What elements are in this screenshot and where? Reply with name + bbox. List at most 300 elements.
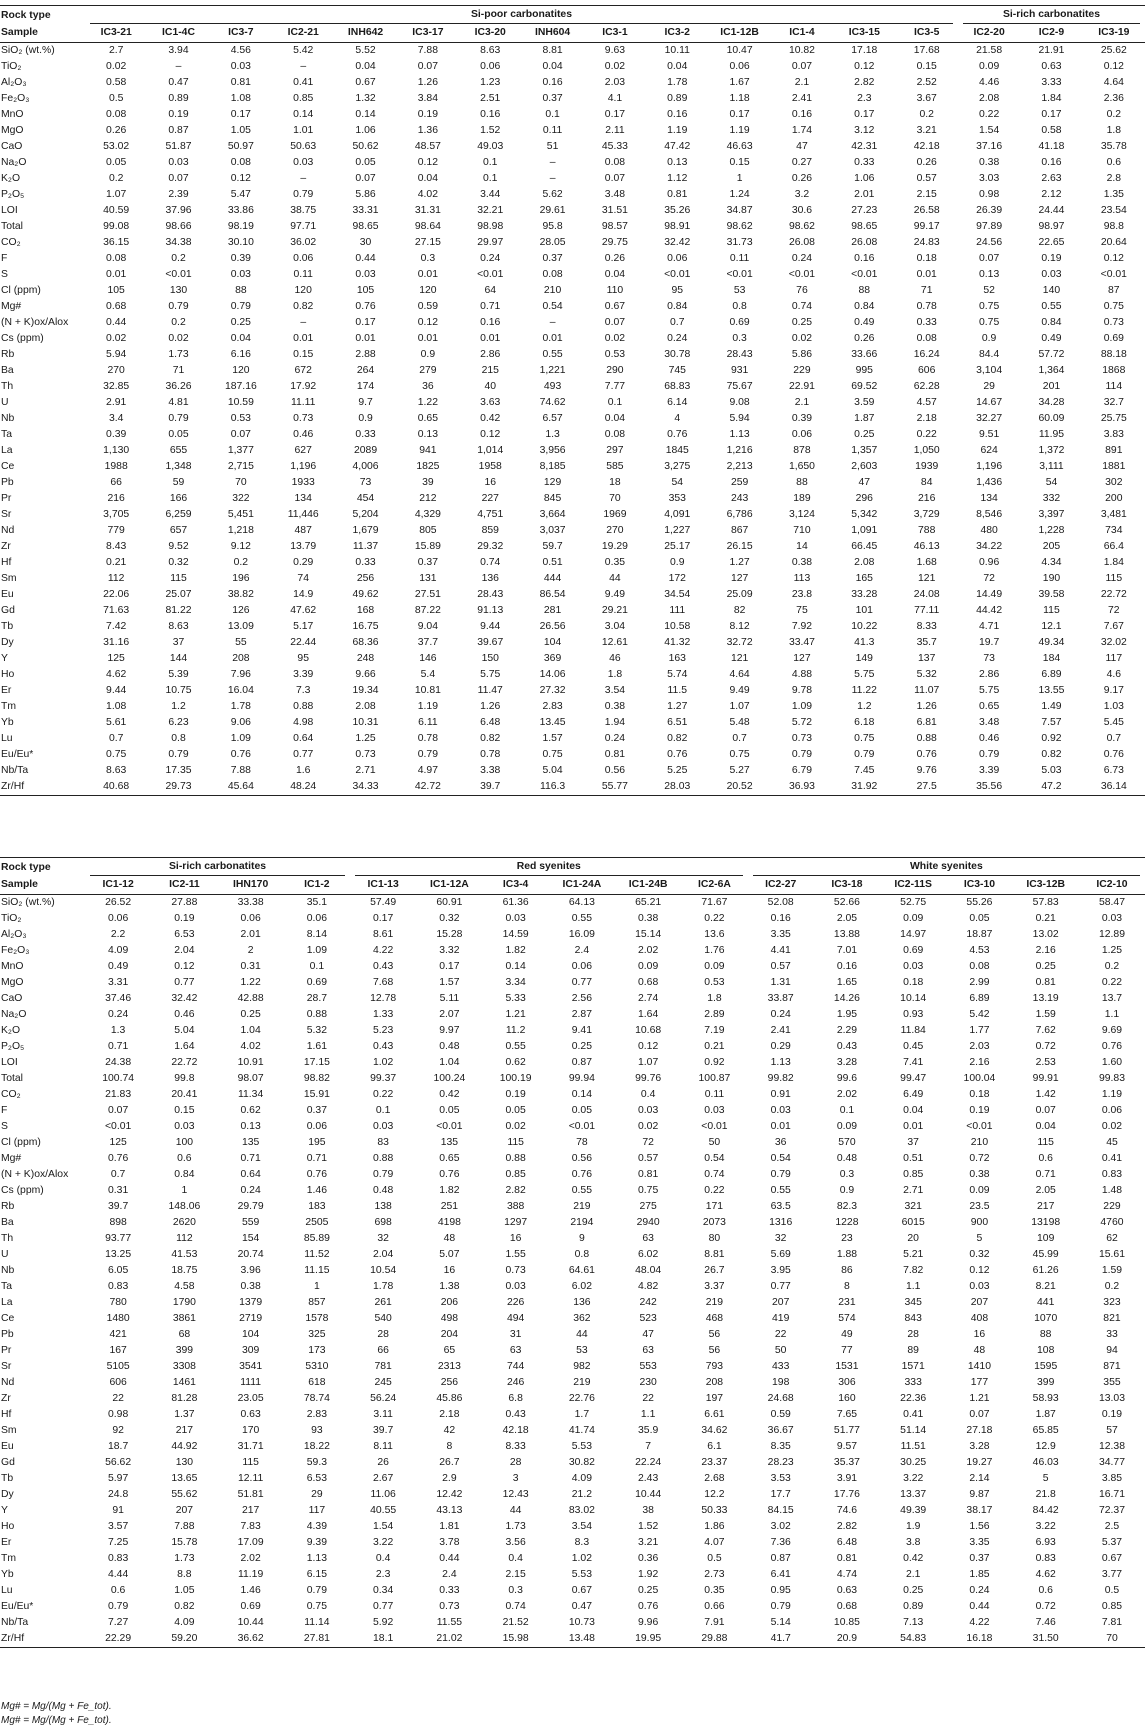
value-cell: 50.63 — [290, 141, 317, 152]
value-cell: 50 — [708, 1137, 721, 1148]
element-label: Lu — [1, 733, 13, 744]
value-cell: 55.62 — [171, 1489, 198, 1500]
value-cell: 27.15 — [414, 237, 441, 248]
value-cell: 31.16 — [103, 637, 130, 648]
value-cell: 0.84 — [667, 301, 688, 312]
value-cell: 205 — [1042, 541, 1061, 552]
value-cell: 78 — [576, 1137, 588, 1148]
rock-group-header — [85, 6, 958, 25]
rock-type-row — [0, 6, 1145, 25]
value-cell: 3.33 — [1041, 77, 1062, 88]
value-cell: 0.32 — [439, 913, 460, 924]
value-cell: 744 — [506, 1361, 525, 1372]
value-cell: 0.77 — [174, 977, 195, 988]
value-cell: 1939 — [915, 461, 939, 472]
table-row — [0, 123, 1145, 139]
value-cell: 1.1 — [1104, 1009, 1120, 1020]
value-cell: 270 — [107, 365, 125, 376]
value-cell: 13.65 — [171, 1473, 198, 1484]
value-cell: 59 — [172, 477, 185, 488]
value-cell: 0.79 — [854, 749, 875, 760]
value-cell: 0.1 — [483, 157, 498, 168]
value-cell: 941 — [419, 445, 437, 456]
value-cell: 3 — [512, 1473, 519, 1484]
value-cell: 0.16 — [770, 913, 791, 924]
value-cell: 0.03 — [903, 961, 924, 972]
value-cell: 3.94 — [168, 45, 189, 56]
value-cell: 0.39 — [791, 413, 813, 424]
value-cell: 13.25 — [105, 1249, 132, 1260]
value-cell: 98.82 — [303, 1073, 330, 1084]
value-cell: 5.75 — [480, 669, 501, 680]
value-cell: 217 — [1037, 1201, 1055, 1212]
value-cell: 1531 — [835, 1361, 859, 1372]
value-cell: 30 — [359, 237, 372, 248]
table-row — [0, 219, 1145, 235]
value-cell: 0.2 — [171, 317, 186, 328]
value-cell: 0.9 — [358, 413, 373, 424]
value-cell: 42 — [443, 1425, 456, 1436]
value-cell: 26.7 — [439, 1457, 460, 1468]
value-cell: 31.51 — [601, 205, 628, 216]
value-cell: 88 — [858, 285, 871, 296]
value-cell: 2.71 — [903, 1185, 924, 1196]
value-cell: 109 — [1037, 1233, 1055, 1244]
table-row — [0, 1295, 1145, 1311]
value-cell: 0.76 — [916, 749, 937, 760]
value-cell: <0.01 — [851, 269, 878, 280]
value-cell: 10.82 — [788, 45, 815, 56]
element-label: TiO₂ — [1, 61, 22, 72]
value-cell: 22.76 — [568, 1393, 595, 1404]
value-cell: 5 — [976, 1233, 983, 1244]
value-cell: 15.89 — [414, 541, 441, 552]
value-cell: 1.19 — [667, 125, 688, 136]
value-cell: 1.46 — [306, 1185, 327, 1196]
value-cell: 2.88 — [355, 349, 376, 360]
value-cell: 22.36 — [900, 1393, 927, 1404]
value-cell: 0.06 — [571, 961, 592, 972]
value-cell: 1,196 — [976, 461, 1003, 472]
value-cell: 0.8 — [171, 733, 186, 744]
value-cell: 251 — [440, 1201, 459, 1212]
value-cell: 5.69 — [770, 1249, 791, 1260]
value-cell: 1868 — [1102, 365, 1126, 376]
value-cell: 1.26 — [480, 701, 501, 712]
value-cell: 108 — [1037, 1345, 1055, 1356]
value-cell: 98.62 — [788, 221, 815, 232]
value-cell: 0.67 — [571, 1585, 592, 1596]
table-row — [0, 959, 1145, 975]
table-row — [0, 1263, 1145, 1279]
value-cell: 0.22 — [1101, 977, 1123, 988]
element-label: Cl (ppm) — [1, 285, 41, 296]
value-cell: 13.02 — [1032, 929, 1059, 940]
value-cell: 0.17 — [604, 109, 626, 120]
value-cell: 18.1 — [350, 1631, 416, 1648]
value-cell: 1.02 — [373, 1057, 394, 1068]
value-cell: 0.02 — [604, 61, 626, 72]
value-cell: 54.83 — [880, 1631, 946, 1648]
value-cell: 2.02 — [240, 1553, 261, 1564]
value-cell: 9.49 — [604, 589, 626, 600]
value-cell: 212 — [419, 493, 437, 504]
rock-group-name: White syenites — [753, 858, 1141, 876]
sample-id: IC2-11 — [151, 876, 217, 895]
value-cell: 17.09 — [237, 1537, 264, 1548]
value-cell: 173 — [308, 1345, 326, 1356]
value-cell: 39.7 — [108, 1201, 129, 1212]
value-cell: 0.5 — [1104, 1585, 1120, 1596]
value-cell: 4.71 — [979, 621, 1000, 632]
value-cell: 46.13 — [913, 541, 940, 552]
value-cell: 5.23 — [373, 1025, 394, 1036]
value-cell: 34.62 — [701, 1425, 728, 1436]
table-row — [0, 747, 1145, 763]
value-cell: 1.23 — [480, 77, 501, 88]
value-cell: 0.06 — [1101, 1105, 1123, 1116]
value-cell: 0.35 — [604, 557, 626, 568]
value-cell: 1.68 — [916, 557, 937, 568]
value-cell: 24.38 — [105, 1057, 132, 1068]
value-cell: 28 — [907, 1329, 919, 1340]
value-cell: 210 — [543, 285, 562, 296]
value-cell: 23.05 — [237, 1393, 264, 1404]
value-cell: 0.9 — [420, 349, 436, 360]
value-cell: 64 — [484, 285, 497, 296]
value-cell: 1379 — [239, 1297, 263, 1308]
sample-id: IC3-1 — [584, 24, 646, 43]
value-cell: 8 — [844, 1281, 850, 1292]
value-cell: 77 — [841, 1345, 853, 1356]
value-cell: 127 — [793, 653, 811, 664]
rock-type-row — [0, 858, 1145, 877]
value-cell: 0.07 — [417, 61, 438, 72]
value-cell: 5.33 — [505, 993, 526, 1004]
value-cell: 7.77 — [604, 381, 626, 392]
value-cell: 29.61 — [539, 205, 566, 216]
value-cell: 68.36 — [352, 637, 379, 648]
value-cell: 4.09 — [174, 1617, 195, 1628]
value-cell: 0.83 — [108, 1553, 129, 1564]
value-cell: 8,546 — [976, 509, 1003, 520]
value-cell: 793 — [705, 1361, 724, 1372]
value-cell: 14 — [796, 541, 808, 552]
value-cell: 0.37 — [417, 557, 438, 568]
value-cell: <0.01 — [788, 269, 816, 280]
table-row — [0, 59, 1145, 75]
table-row — [0, 895, 1145, 912]
value-cell: 0.37 — [542, 253, 563, 264]
value-cell: 44 — [609, 573, 621, 584]
value-cell: 1.13 — [729, 429, 750, 440]
value-cell: 184 — [1042, 653, 1061, 664]
value-cell: 9.78 — [791, 685, 813, 696]
value-cell: 1.3 — [545, 429, 560, 440]
value-cell: 52 — [983, 285, 995, 296]
value-cell: 34.33 — [334, 779, 396, 796]
value-cell: 44 — [576, 1329, 588, 1340]
value-cell: 9.39 — [306, 1537, 327, 1548]
value-cell: 28.43 — [726, 349, 753, 360]
value-cell: 15.98 — [483, 1631, 549, 1648]
value-cell: 4.82 — [638, 1281, 659, 1292]
table-row — [0, 1615, 1145, 1631]
value-cell: 9.08 — [729, 397, 750, 408]
value-cell: 219 — [705, 1297, 724, 1308]
value-cell: 734 — [1105, 525, 1123, 536]
rock-group-name: Si-rich carbonatites — [90, 858, 345, 876]
value-cell: 33.86 — [227, 205, 254, 216]
value-cell: 0.39 — [106, 429, 127, 440]
element-label: MnO — [1, 109, 24, 120]
value-cell: 99.76 — [635, 1073, 662, 1084]
value-cell: 63 — [642, 1345, 654, 1356]
value-cell: 46.63 — [726, 141, 753, 152]
value-cell: 0.1 — [607, 397, 623, 408]
value-cell: 177 — [970, 1377, 989, 1388]
value-cell: 3.38 — [480, 765, 501, 776]
table-row — [0, 347, 1145, 363]
value-cell: 16.18 — [946, 1631, 1012, 1648]
value-cell: 136 — [481, 573, 499, 584]
value-cell: 2.08 — [854, 557, 875, 568]
value-cell: 134 — [980, 493, 998, 504]
value-cell: 0.55 — [542, 349, 563, 360]
value-cell: 264 — [356, 365, 375, 376]
value-cell: 1.84 — [1041, 93, 1062, 104]
value-cell: 9.17 — [1103, 685, 1124, 696]
value-cell: 2.89 — [704, 1009, 725, 1020]
value-cell: 2.86 — [979, 669, 1000, 680]
sample-id: IC3-5 — [895, 24, 957, 43]
value-cell: 7.92 — [791, 621, 813, 632]
sample-id: IC1-2 — [284, 876, 350, 895]
value-cell: 0.37 — [969, 1553, 990, 1564]
value-cell: 112 — [176, 1233, 193, 1244]
value-cell: 30.25 — [900, 1457, 927, 1468]
value-cell: 5105 — [106, 1361, 130, 1372]
value-cell: 0.15 — [293, 349, 314, 360]
value-cell: 1.27 — [667, 701, 688, 712]
value-cell: 0.79 — [770, 1601, 791, 1612]
sample-id: IC3-17 — [397, 24, 459, 43]
value-cell: 4,091 — [664, 509, 691, 520]
value-cell: 33.47 — [788, 637, 815, 648]
value-cell: 29.32 — [477, 541, 504, 552]
value-cell: 0.12 — [854, 61, 875, 72]
value-cell: 0.15 — [916, 61, 937, 72]
element-label: SiO₂ (wt.%) — [1, 45, 55, 56]
value-cell: 63 — [509, 1345, 522, 1356]
value-cell: 0.47 — [571, 1601, 592, 1612]
value-cell: 15.14 — [635, 929, 662, 940]
value-cell: 6.8 — [508, 1393, 523, 1404]
value-cell: 421 — [109, 1329, 127, 1340]
value-cell: 5.32 — [916, 669, 937, 680]
value-cell: 0.57 — [638, 1153, 659, 1164]
value-cell: 6015 — [901, 1217, 925, 1228]
table-row — [0, 539, 1145, 555]
value-cell: 0.41 — [293, 77, 314, 88]
element-label: MgO — [1, 125, 24, 136]
value-cell: 129 — [543, 477, 562, 488]
value-cell: 0.3 — [508, 1585, 523, 1596]
value-cell: 3.53 — [770, 1473, 791, 1484]
element-label: Zr — [1, 1393, 11, 1404]
element-label: S — [1, 269, 8, 280]
value-cell: 0.68 — [638, 977, 659, 988]
value-cell: 56 — [708, 1345, 721, 1356]
table-row — [0, 411, 1145, 427]
value-cell: 0.71 — [108, 1041, 129, 1052]
value-cell: 2,603 — [851, 461, 878, 472]
value-cell: 0.04 — [604, 269, 626, 280]
value-cell: 5.17 — [293, 621, 314, 632]
value-cell: 0.6 — [177, 1153, 192, 1164]
value-cell: 6.02 — [638, 1249, 659, 1260]
value-cell: 5.86 — [355, 189, 376, 200]
value-cell: 4.07 — [704, 1537, 725, 1548]
value-cell: 39.58 — [1038, 589, 1065, 600]
value-cell: 56 — [708, 1329, 721, 1340]
value-cell: 69.52 — [851, 381, 878, 392]
value-cell: 36.26 — [165, 381, 192, 392]
value-cell: 51 — [546, 141, 559, 152]
value-cell: 42.72 — [397, 779, 459, 796]
value-cell: 780 — [109, 1297, 127, 1308]
value-cell: 8,185 — [539, 461, 566, 472]
value-cell: 0.71 — [306, 1153, 327, 1164]
value-cell: 0.16 — [836, 961, 858, 972]
value-cell: 3,397 — [1038, 509, 1065, 520]
value-cell: 32.27 — [976, 413, 1003, 424]
value-cell: 8.63 — [106, 765, 127, 776]
value-cell: 18.22 — [303, 1441, 330, 1452]
value-cell: 21.02 — [416, 1631, 482, 1648]
value-cell: 4.57 — [916, 397, 937, 408]
value-cell: 27.88 — [171, 897, 198, 908]
value-cell: 0.16 — [1041, 157, 1062, 168]
value-cell: 0.78 — [417, 733, 438, 744]
value-cell: 26.7 — [704, 1265, 725, 1276]
table-row — [0, 1439, 1145, 1455]
value-cell: 3.59 — [854, 397, 875, 408]
value-cell: 0.56 — [571, 1153, 592, 1164]
value-cell: 3,104 — [976, 365, 1003, 376]
rock-group-name: Si-poor carbonatites — [90, 6, 953, 24]
value-cell: 34.38 — [165, 237, 192, 248]
value-cell: 0.1 — [309, 961, 325, 972]
table-row — [0, 715, 1145, 731]
value-cell: 0.13 — [979, 269, 1000, 280]
value-cell: 306 — [838, 1377, 856, 1388]
value-cell: 0.26 — [916, 157, 937, 168]
value-cell: 0.46 — [174, 1009, 195, 1020]
value-cell: 0.01 — [480, 333, 501, 344]
table-row — [0, 667, 1145, 683]
value-cell: 3.63 — [480, 397, 501, 408]
value-cell: 71.63 — [103, 605, 130, 616]
value-cell: 11.37 — [352, 541, 379, 552]
value-cell: 5.07 — [439, 1249, 460, 1260]
value-cell: 843 — [904, 1313, 922, 1324]
value-cell: 0.73 — [355, 749, 376, 760]
value-cell: 0.6 — [1038, 1153, 1053, 1164]
value-cell: 1.32 — [355, 93, 376, 104]
value-cell: 0.37 — [542, 93, 563, 104]
table-row — [0, 475, 1145, 491]
value-cell: 9.04 — [417, 621, 438, 632]
value-cell: 0.84 — [174, 1169, 195, 1180]
value-cell: 6.89 — [1041, 669, 1062, 680]
table-row — [0, 107, 1145, 123]
value-cell: 1.13 — [770, 1057, 791, 1068]
value-cell: 321 — [904, 1201, 922, 1212]
value-cell: 0.43 — [373, 961, 394, 972]
value-cell: 0.79 — [168, 413, 189, 424]
value-cell: 0.17 — [729, 109, 750, 120]
table-row — [0, 459, 1145, 475]
value-cell: 14.49 — [976, 589, 1003, 600]
value-cell: 0.35 — [704, 1585, 725, 1596]
value-cell: 7.67 — [1103, 621, 1124, 632]
value-cell: 0.06 — [667, 253, 688, 264]
value-cell: 0.08 — [604, 429, 626, 440]
value-cell: 5.47 — [230, 189, 251, 200]
value-cell: 9.12 — [230, 541, 251, 552]
value-cell: 0.08 — [542, 269, 563, 280]
value-cell: 0.17 — [439, 961, 460, 972]
value-cell: 0.24 — [770, 1009, 791, 1020]
value-cell: 3,729 — [913, 509, 940, 520]
value-cell: 1.59 — [1101, 1265, 1123, 1276]
value-cell: 125 — [109, 1137, 127, 1148]
value-cell: 259 — [730, 477, 749, 488]
value-cell: 131 — [419, 573, 437, 584]
value-cell: 0.03 — [638, 1105, 659, 1116]
value-cell: 3,481 — [1100, 509, 1127, 520]
value-cell: <0.01 — [701, 1121, 728, 1132]
element-label: (N + K)ox/Alox — [1, 1169, 69, 1180]
value-cell: 0.81 — [836, 1553, 858, 1564]
value-cell: 1.19 — [417, 701, 438, 712]
value-cell: 48 — [973, 1345, 986, 1356]
value-cell: 104 — [543, 637, 562, 648]
value-cell: 46 — [609, 653, 621, 664]
value-cell: 2.99 — [969, 977, 990, 988]
value-cell: 9.06 — [230, 717, 251, 728]
sample-id: IC3-20 — [459, 24, 521, 43]
value-cell: 5.62 — [542, 189, 563, 200]
value-cell: 1.07 — [729, 701, 750, 712]
value-cell: 3.11 — [373, 1409, 393, 1420]
value-cell: 1825 — [416, 461, 440, 472]
value-cell: 100.04 — [963, 1073, 996, 1084]
value-cell: 97.89 — [976, 221, 1003, 232]
value-cell: 98.66 — [165, 221, 192, 232]
value-cell: 388 — [506, 1201, 525, 1212]
value-cell: 6.89 — [969, 993, 990, 1004]
value-cell: 0.01 — [770, 1121, 791, 1132]
table-row — [0, 1455, 1145, 1471]
value-cell: 1.19 — [1101, 1089, 1123, 1100]
value-cell: 4.44 — [108, 1569, 129, 1580]
value-cell: 1.2 — [857, 701, 872, 712]
value-cell: 15.78 — [171, 1537, 198, 1548]
value-cell: 0.81 — [604, 749, 626, 760]
value-cell: 5,451 — [227, 509, 254, 520]
